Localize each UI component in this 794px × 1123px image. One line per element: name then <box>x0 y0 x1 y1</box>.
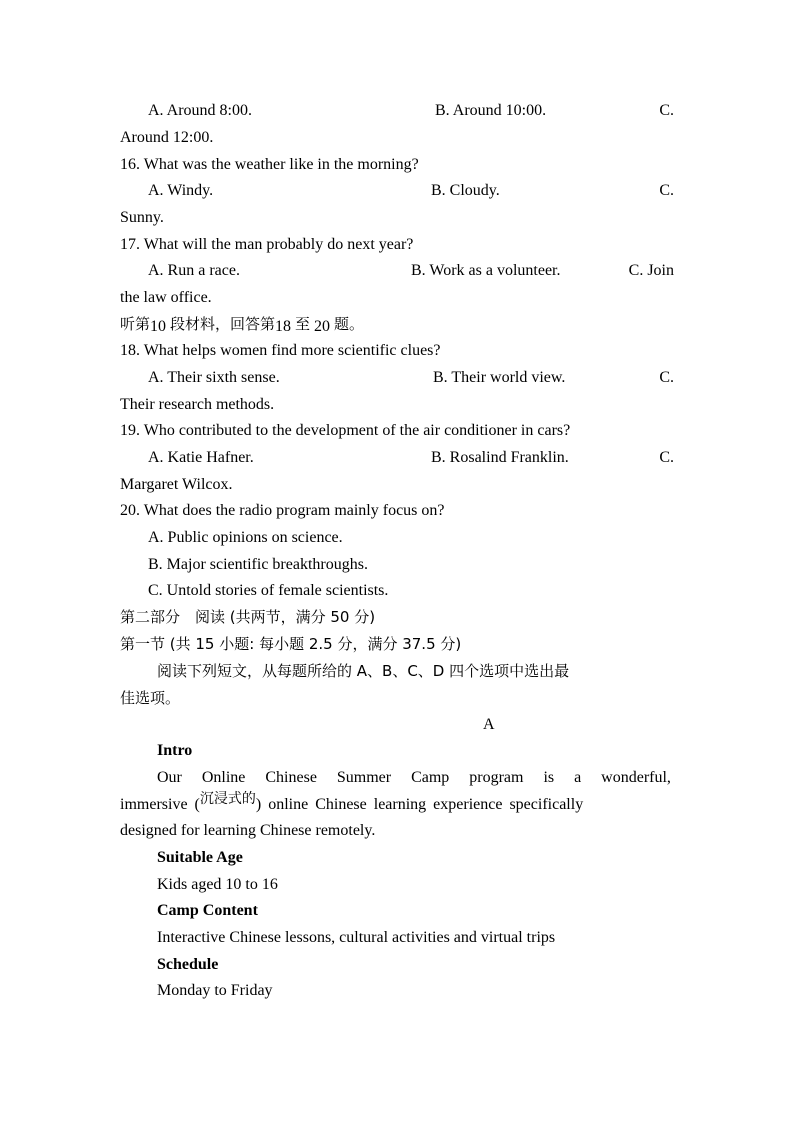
q19-option-c-continued: Margaret Wilcox. <box>120 476 233 493</box>
q19-option-c: C. <box>659 449 674 466</box>
q16-stem: 16. What was the weather like in the morning? <box>120 156 419 173</box>
q19-stem: 19. Who contributed to the development of the air conditioner in cars? <box>120 422 571 439</box>
q18-option-c: C. <box>659 369 674 386</box>
q16-option-c: C. <box>659 182 674 199</box>
q17-stem: 17. What will the man probably do next year? <box>120 236 414 253</box>
part2-heading: 第二部分 阅读 (共两节，满分 50 分) <box>120 608 376 626</box>
q15-option-a: A. Around 8:00. <box>148 102 252 119</box>
q20-stem: 20. What does the radio program mainly focus on? <box>120 502 445 519</box>
intro-line3: designed for learning Chinese remotely. <box>120 822 376 839</box>
gloss-note: 沉浸式的 <box>199 791 256 807</box>
q15-option-c-continued: Around 12:00. <box>120 129 214 146</box>
content-heading: Camp Content <box>157 902 258 919</box>
intro-heading: Intro <box>157 742 193 759</box>
q18-option-a: A. Their sixth sense. <box>148 369 280 386</box>
q17-option-c-continued: the law office. <box>120 289 212 306</box>
q16-option-b: B. Cloudy. <box>431 182 500 199</box>
q18-stem: 18. What helps women find more scientific clues? <box>120 342 441 359</box>
q20-option-c: C. Untold stories of female scientists. <box>148 582 389 599</box>
q20-option-b: B. Major scientific breakthroughs. <box>148 556 368 573</box>
q17-option-b: B. Work as a volunteer. <box>411 262 561 279</box>
passage-letter: A <box>483 716 495 733</box>
q16-option-c-continued: Sunny. <box>120 209 164 226</box>
age-heading: Suitable Age <box>157 849 243 866</box>
q18-option-b: B. Their world view. <box>433 369 566 386</box>
listening-instruction: 听第10 段材料，回答第18 至 20 题。 <box>120 315 365 335</box>
q17-option-a: A. Run a race. <box>148 262 240 279</box>
q17-option-c: C. Join <box>628 262 674 279</box>
content-text: Interactive Chinese lessons, cultural activities and virtual trips <box>157 929 556 946</box>
q15-option-c: C. <box>659 102 674 119</box>
age-text: Kids aged 10 to 16 <box>157 876 278 893</box>
q19-option-b: B. Rosalind Franklin. <box>431 449 569 466</box>
q18-option-c-continued: Their research methods. <box>120 396 275 413</box>
q15-option-b: B. Around 10:00. <box>435 102 547 119</box>
q20-option-a: A. Public opinions on science. <box>148 529 343 546</box>
intro-line2: immersive (沉浸式的) online Chinese learning experience specifically <box>120 791 584 813</box>
q19-option-a: A. Katie Hafner. <box>148 449 254 466</box>
section1-heading: 第一节 (共 15 小题: 每小题 2.5 分，满分 37.5 分) <box>120 635 462 653</box>
directions-line2: 佳选项。 <box>120 689 181 707</box>
schedule-heading: Schedule <box>157 956 219 973</box>
intro-line1: Our Online Chinese Summer Camp program is a wonderful, <box>157 769 671 786</box>
directions-line1: 阅读下列短文，从每题所给的 A、B、C、D 四个选项中选出最 <box>157 662 570 680</box>
q16-option-a: A. Windy. <box>148 182 214 199</box>
schedule-text: Monday to Friday <box>157 982 273 999</box>
